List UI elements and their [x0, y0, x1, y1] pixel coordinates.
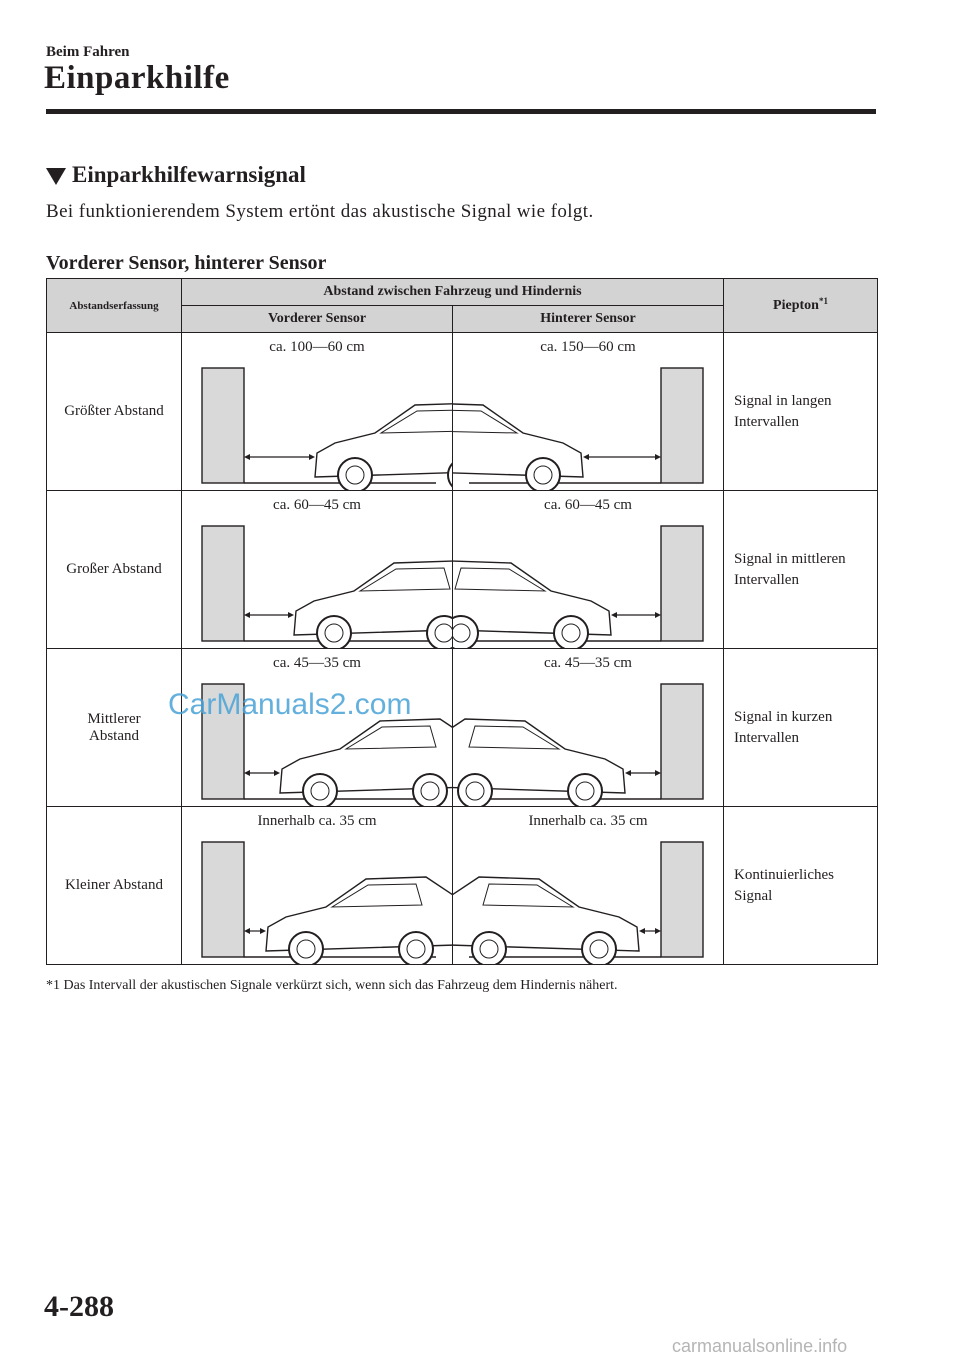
rear-distance: ca. 150—60 cm	[540, 339, 636, 355]
chapter-label: Beim Fahren	[46, 44, 130, 60]
row-label-line: Abstand	[89, 727, 139, 744]
footnote: *1 Das Intervall der akustischen Signale verkürzt sich, wenn sich das Fahrzeug dem Hindernis nähert.	[46, 978, 618, 993]
car	[294, 561, 452, 648]
distance-arrowhead	[274, 770, 280, 776]
triangle-down-icon	[46, 168, 66, 185]
car-wheel	[568, 774, 602, 806]
title-rule	[46, 109, 876, 114]
front-sensor-illustration	[182, 649, 452, 806]
obstacle-wall	[661, 842, 703, 957]
scene-group	[453, 526, 703, 648]
scene-group	[202, 526, 452, 648]
obstacle-wall	[661, 368, 703, 483]
page-number: 4-288	[44, 1290, 114, 1323]
distance-arrowhead	[655, 454, 661, 460]
footnote-ref: *1	[818, 295, 828, 306]
site-watermark: carmanualsonline.info	[672, 1336, 848, 1356]
front-cell	[182, 807, 453, 965]
distance-arrowhead	[639, 928, 645, 934]
distance-arrowhead	[244, 770, 250, 776]
distance-arrowhead	[655, 928, 661, 934]
row-label	[47, 649, 182, 807]
scene-group	[453, 684, 703, 806]
car-wheel	[458, 774, 492, 806]
obstacle-wall	[661, 684, 703, 799]
front-distance: ca. 100—60 cm	[269, 339, 365, 355]
car-wheel	[554, 616, 588, 648]
signal-text: Signal in kurzen	[734, 709, 833, 726]
rear-cell	[453, 333, 724, 491]
scene-group	[202, 842, 452, 964]
distance-arrowhead	[288, 612, 294, 618]
distance-arrowhead	[625, 770, 631, 776]
table-row	[47, 807, 878, 965]
row-label: Größter Abstand	[47, 333, 182, 491]
car-wheel	[317, 616, 351, 648]
distance-arrowhead	[244, 454, 250, 460]
distance-arrowhead	[260, 928, 266, 934]
header-tone	[724, 279, 878, 333]
front-sensor-illustration	[182, 807, 452, 964]
car-wheel	[526, 458, 560, 490]
car	[453, 719, 625, 806]
signal-text: Intervallen	[734, 413, 799, 430]
front-cell	[182, 649, 453, 807]
car-wheel	[338, 458, 372, 490]
obstacle-wall	[202, 842, 244, 957]
car-wheel	[399, 932, 433, 964]
car	[315, 403, 452, 490]
distance-arrowhead	[309, 454, 315, 460]
signal-cell	[724, 807, 878, 965]
rear-distance: ca. 60—45 cm	[544, 497, 632, 513]
header-detection: Abstandserfassung	[47, 279, 182, 333]
rear-sensor-illustration	[453, 649, 723, 806]
front-distance: Innerhalb ca. 35 cm	[257, 813, 377, 829]
scene-group	[453, 842, 703, 964]
car-wheel	[472, 932, 506, 964]
section-heading-text: Einparkhilfewarnsignal	[72, 162, 306, 187]
distance-arrowhead	[611, 612, 617, 618]
front-sensor-illustration	[182, 491, 452, 648]
distance-arrowhead	[244, 928, 250, 934]
rear-distance: Innerhalb ca. 35 cm	[528, 813, 648, 829]
car-wheel	[582, 932, 616, 964]
car-wheel	[289, 932, 323, 964]
car-wheel	[413, 774, 447, 806]
rear-distance: ca. 45—35 cm	[544, 655, 632, 671]
distance-arrowhead	[583, 454, 589, 460]
front-sensor-illustration	[182, 333, 452, 490]
rear-cell	[453, 491, 724, 649]
car-body	[453, 561, 611, 635]
front-cell	[182, 491, 453, 649]
obstacle-wall	[202, 526, 244, 641]
table-row	[47, 649, 878, 807]
signal-text: Signal	[734, 887, 773, 904]
car-wheel	[303, 774, 337, 806]
header-front: Vorderer Sensor	[182, 306, 453, 333]
table-row	[47, 491, 878, 649]
signal-text: Intervallen	[734, 729, 799, 746]
signal-text: Signal in mittleren	[734, 551, 846, 568]
car	[453, 561, 611, 648]
page-title: Einparkhilfe	[44, 60, 230, 96]
distance-arrowhead	[244, 612, 250, 618]
warning-signal-table	[46, 278, 878, 965]
obstacle-wall	[202, 368, 244, 483]
signal-text: Intervallen	[734, 571, 799, 588]
signal-cell	[724, 491, 878, 649]
signal-cell	[724, 649, 878, 807]
row-label-line: Mittlerer	[87, 710, 141, 727]
distance-arrowhead	[655, 612, 661, 618]
scene-group	[202, 368, 452, 490]
rear-cell	[453, 807, 724, 965]
car	[453, 403, 583, 490]
table-row	[47, 333, 878, 491]
header-distance: Abstand zwischen Fahrzeug und Hindernis	[182, 279, 724, 306]
rear-sensor-illustration	[453, 807, 723, 964]
signal-text: Kontinuierliches	[734, 867, 834, 884]
rear-cell	[453, 649, 724, 807]
rear-sensor-illustration	[453, 333, 723, 490]
front-distance: ca. 45—35 cm	[273, 655, 361, 671]
car	[453, 877, 639, 964]
header-rear: Hinterer Sensor	[453, 306, 724, 333]
watermark: CarManuals2.com	[168, 688, 412, 721]
signal-cell	[724, 333, 878, 491]
car-body	[294, 561, 452, 635]
car	[266, 877, 452, 964]
section-heading	[46, 162, 306, 188]
car-body	[453, 403, 583, 477]
header-tone-label: Piepton	[773, 297, 819, 313]
distance-arrowhead	[655, 770, 661, 776]
front-distance: ca. 60—45 cm	[273, 497, 361, 513]
scene-group	[453, 368, 703, 490]
rear-sensor-illustration	[453, 491, 723, 648]
intro-text: Bei funktionierendem System ertönt das akustische Signal wie folgt.	[46, 201, 594, 222]
obstacle-wall	[661, 526, 703, 641]
signal-text: Signal in langen	[734, 393, 832, 410]
subheading: Vorderer Sensor, hinterer Sensor	[46, 252, 327, 274]
row-label: Kleiner Abstand	[47, 807, 182, 965]
row-label: Großer Abstand	[47, 491, 182, 649]
car	[280, 719, 452, 806]
car-body	[315, 403, 452, 477]
front-cell	[182, 333, 453, 491]
